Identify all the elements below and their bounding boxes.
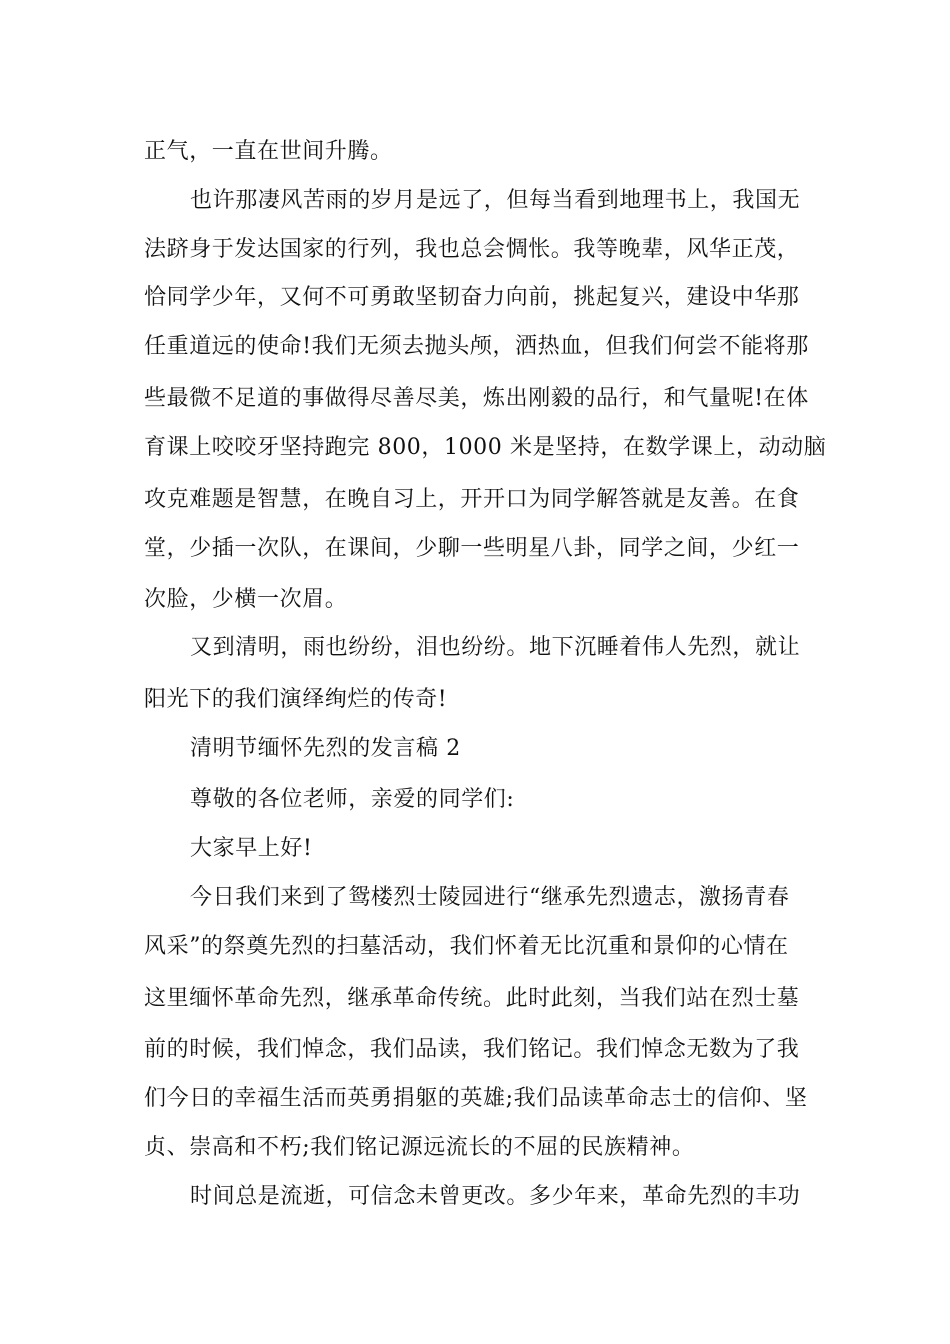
text-line: 贞、崇高和不朽;我们铭记源远流长的不屈的民族精神。 [144,1135,695,1160]
text-line: 恰同学少年，又何不可勇敢坚韧奋力向前，挑起复兴，建设中华那 [144,285,800,310]
section-heading: 清明节缅怀先烈的发言稿 2 [190,736,461,761]
text-line: 风采”的祭奠先烈的扫墓活动，我们怀着无比沉重和景仰的心情在 [144,934,789,959]
text-line: 前的时候，我们悼念，我们品读，我们铭记。我们悼念无数为了我 [144,1037,800,1062]
greeting-line: 大家早上好! [190,836,313,861]
paragraph-start-line: 也许那凄风苦雨的岁月是远了，但每当看到地理书上，我国无 [190,188,801,213]
text-line: 育课上咬咬牙坚持跑完 800，1000 米是坚持，在数学课上，动动脑 [144,435,827,460]
paragraph-start-line: 又到清明，雨也纷纷，泪也纷纷。地下沉睡着伟人先烈，就让 [190,635,801,660]
text-line: 法跻身于发达国家的行列，我也总会惆怅。我等晚辈，风华正茂， [144,237,800,262]
text-line: 正气，一直在世间升腾。 [144,139,393,164]
text-line: 些最微不足道的事做得尽善尽美，炼出刚毅的品行，和气量呢!在体 [144,386,809,411]
text-line: 这里缅怀革命先烈，继承革命传统。此时此刻，当我们站在烈士墓 [144,986,800,1011]
text-line: 们今日的幸福生活而英勇捐躯的英雄;我们品读革命志士的信仰、坚 [144,1086,808,1111]
text-line: 攻克难题是智慧，在晚自习上，开开口为同学解答就是友善。在食 [144,487,800,512]
text-line: 次脸，少横一次眉。 [144,587,348,612]
text-line: 任重道远的使命!我们无须去抛头颅，洒热血，但我们何尝不能将那 [144,334,809,359]
paragraph-start-line: 今日我们来到了鸳楼烈士陵园进行“继承先烈遗志，激扬青春 [190,885,790,910]
salutation-line: 尊敬的各位老师，亲爱的同学们: [190,787,515,812]
text-line: 阳光下的我们演绎绚烂的传奇! [144,687,448,712]
text-line: 堂，少插一次队，在课间，少聊一些明星八卦，同学之间，少红一 [144,536,800,561]
paragraph-start-line: 时间总是流逝，可信念未曾更改。多少年来，革命先烈的丰功 [190,1184,801,1209]
